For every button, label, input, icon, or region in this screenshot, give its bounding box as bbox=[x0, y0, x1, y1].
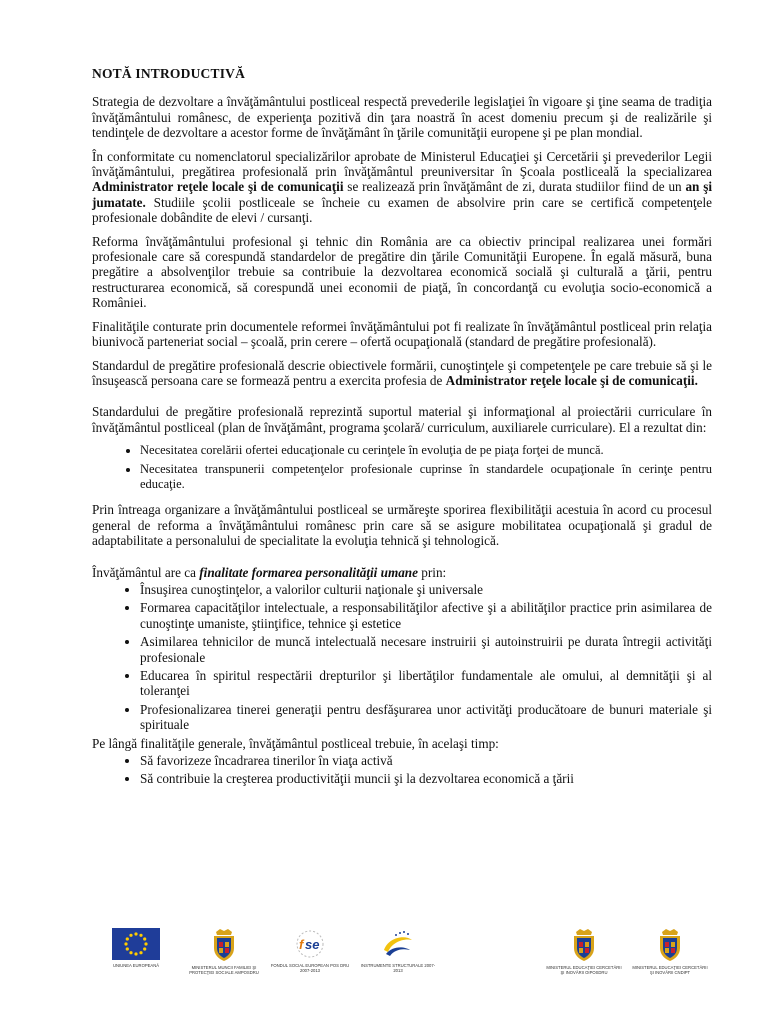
logo-eu bbox=[96, 928, 176, 968]
paragraph-general-goals: Pe lângă finalităţile generale, învăţământul postliceal trebuie, în acelaşi timp: bbox=[92, 735, 499, 751]
text-run: În conformitate cu nomenclatorul specializărilor aprobate de Ministerul Educaţiei şi Cercetării şi prevederilor Legii învăţământului, pregătirea profesională prin învăţământul preuniversitar în Şcoala postliceală la specializarea bbox=[92, 148, 712, 180]
paragraph-finalities: Finalităţile conturate prin documentele reformei învăţământului pot fi realizate în învăţământul postliceal prin relaţia biunivocă parteneriat social – şcoală, prin cerere – ofertă ocupaţională (standard de pregătire profesională). bbox=[92, 318, 712, 350]
finality-list bbox=[92, 582, 712, 733]
text-run: Studiile şcolii postliceale se încheie cu examen de absolvire prin care se certifică competenţele profesionale dobândite de elevi / cursanţi. bbox=[92, 194, 712, 226]
list-item: • Însuşirea cunoştinţelor, a valorilor culturii naţionale şi universale bbox=[140, 582, 712, 597]
text-run: Standardul de pregătire profesională descrie obiectivele formării, cunoştinţele şi competenţele pe care trebuie să şi le însuşească persoana care se formează pentru a exercita profesia de bbox=[92, 357, 712, 388]
list-item: • Asimilarea tehnicilor de muncă intelectuală necesare instruirii şi autoinstruirii pe durata întregii activităţi profesionale bbox=[140, 634, 712, 665]
logo-ministry-labour bbox=[184, 928, 264, 975]
eu-flag-icon bbox=[112, 928, 160, 960]
fse-logo-icon bbox=[290, 928, 330, 960]
paragraph-organization: Prin întreaga organizare a învăţământului postliceal se urmăreşte sporirea flexibilităţii acestuia în acord cu procesul general de reforma a învăţământului românesc prin care să se asigure mobilitatea ocupaţională şi gradul de adaptabilitate a personalului de specialitate la evoluţia tehnică şi tehnologică. bbox=[92, 502, 712, 549]
logo-caption: MINISTERUL EDUCAŢIEI CERCETĂRII ŞI INOVĂRII CNDIPT bbox=[632, 965, 708, 975]
text-run: se realizează prin învăţământ de zi, durata studiilor fiind de un bbox=[343, 179, 686, 195]
specialization-name: Administrator reţele locale şi de comunicaţii bbox=[92, 179, 344, 195]
sponsor-logos bbox=[104, 928, 720, 988]
logo-caption: MINISTERUL EDUCAŢIEI CERCETĂRII ŞI INOVĂRII OIPOSDRU bbox=[546, 965, 622, 975]
document-title: NOTĂ INTRODUCTIVĂ bbox=[92, 66, 246, 81]
svg-text:f: f bbox=[299, 937, 304, 952]
logo-caption: UNIUNEA EUROPEANĂ bbox=[112, 963, 160, 968]
list-item: • Să favorizeze încadrarea tinerilor în viaţa activă bbox=[140, 753, 712, 768]
svg-text:se: se bbox=[305, 937, 320, 952]
list-item: • Necesitatea transpunerii competenţelor profesionale cuprinse în standardele ocupaţionale în cerinţe pentru educaţie. bbox=[140, 462, 712, 493]
text-run: prin: bbox=[418, 564, 447, 580]
text-run: Învăţământul are ca bbox=[92, 564, 200, 580]
logo-fse bbox=[270, 928, 350, 973]
romania-coat-of-arms-icon bbox=[657, 928, 683, 962]
list-item: • Să contribuie la creşterea productivităţii muncii şi la dezvoltarea economică a ţării bbox=[140, 771, 712, 786]
list-item: • Educarea în spiritul respectării drepturilor şi libertăţilor fundamentale ale omului, al demnităţii şi al toleranţei bbox=[140, 668, 712, 699]
paragraph-conformity bbox=[92, 149, 712, 226]
origin-list bbox=[92, 443, 712, 492]
list-item: • Profesionalizarea tinerei generaţii pentru desfăşurarea unor activităţi producătoare de bunuri materiale şi spirituale bbox=[140, 702, 712, 733]
logo-caption: INSTRUMENTE STRUCTURALE 2007-2013 bbox=[360, 963, 436, 973]
finality-emphasis: finalitate formarea personalităţii umane bbox=[199, 564, 418, 580]
study-duration: an şi jumatate. bbox=[92, 179, 712, 210]
list-item: • Formarea capacităţilor intelectuale, a responsabilităţilor afective şi a abilităţilor practice prin asimilarea de cunoştinţe umaniste, ştiinţifice, tehnice şi estetice bbox=[140, 600, 712, 631]
profession-name: Administrator reţele locale şi de comunicaţii. bbox=[445, 372, 698, 388]
romania-coat-of-arms-icon bbox=[571, 928, 597, 962]
list-item: • Necesitatea corelării ofertei educaţionale cu cerinţele în evoluţia de pe piaţa forţei de muncă. bbox=[140, 443, 712, 458]
paragraph-standard bbox=[92, 358, 712, 389]
paragraph-strategy: Strategia de dezvoltare a învăţământului postliceal respectă prevederile legislaţiei în vigoare şi ţine seama de tradiţia învăţământului românesc, de experienţa pozitivă din ţara noastră în acest domeniu precum şi de realizările şi tendinţele de dezvoltare a acestor forme de învăţământ în ţările comunităţii europene şi pe plan mondial. bbox=[92, 94, 712, 141]
logo-caption: MINISTERUL MUNCII FAMILIEI ŞI PROTECŢIEI SOCIALE AMPOSDRU bbox=[189, 965, 259, 975]
structural-instruments-icon bbox=[378, 928, 418, 960]
logo-structural-instruments bbox=[358, 928, 438, 973]
goals-list bbox=[92, 753, 712, 787]
logo-ministry-education-cndipt bbox=[630, 928, 710, 975]
paragraph-finality-intro bbox=[92, 565, 712, 580]
logo-ministry-education-oiposdru bbox=[544, 928, 624, 975]
paragraph-reform: Reforma învăţământului profesional şi tehnic din România are ca obiectiv principal realizarea unei formări profesionale care să corespundă standardelor de pregătire din ţările Comunităţii Europene. În egală măsură, buna pregătire a absolvenţilor trebuie sa contribuie la dezvoltarea economică socială şi culturală a ţării, pentru restructurarea economică, să corespundă unei economii de piaţă, în concordanţă cu evoluţia socio-economică a României. bbox=[92, 233, 712, 311]
logo-caption: FONDUL SOCIAL EUROPEAN POS DRU 2007-2013 bbox=[270, 963, 350, 973]
romania-coat-of-arms-icon bbox=[211, 928, 237, 962]
document-page bbox=[92, 66, 712, 795]
paragraph-curriculum: Standardului de pregătire profesională reprezintă suportul material şi informaţional al proiectării curriculare în învăţământul postliceal (plan de învăţământ, programa şcolară/ curriculum, auxiliarele curriculare). El a rezultat din: bbox=[92, 404, 712, 435]
